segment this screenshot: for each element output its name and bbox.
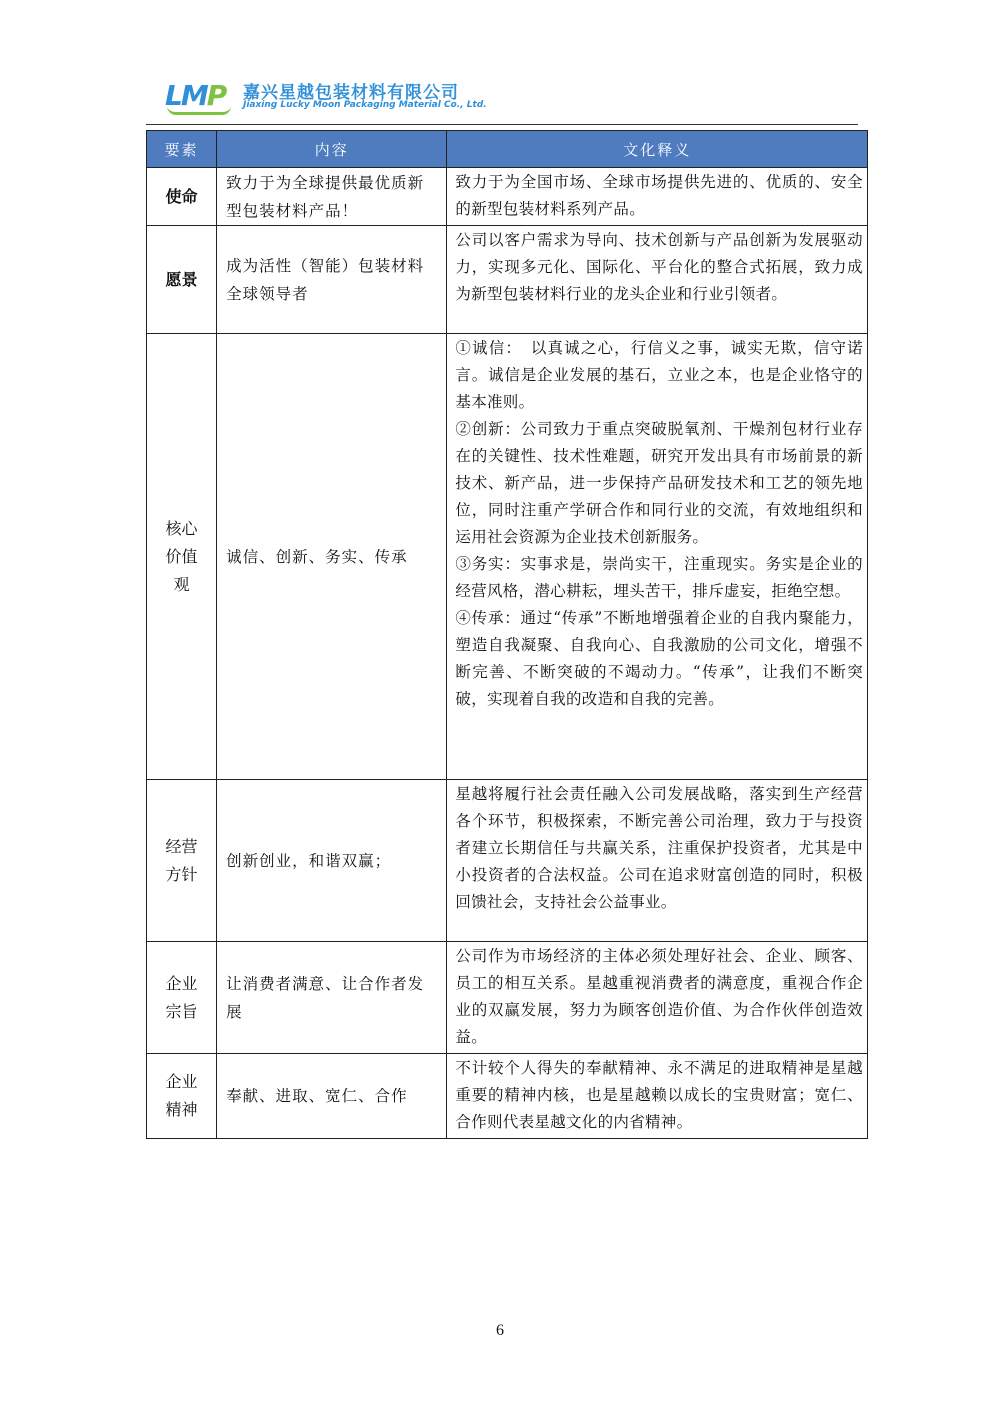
row-content: 让消费者满意、让合作者发展 — [217, 942, 447, 1054]
table-row — [147, 942, 868, 1054]
company-header — [165, 76, 865, 116]
row-element: 企业 精神 — [147, 1054, 217, 1139]
row-description: 不计较个人得失的奉献精神、永不满足的进取精神是星越重要的精神内核，也是星越赖以成长的宝贵财富；宽仁、合作则代表星越文化的内省精神。 — [447, 1054, 868, 1139]
row-description: 星越将履行社会责任融入公司发展战略，落实到生产经营各个环节，积极探索，不断完善公司治理，致力于与投资者建立长期信任与共赢关系，注重保护投资者，尤其是中小投资者的合法权益。公司在追求财富创造的同时，积极回馈社会，支持社会公益事业。 — [447, 780, 868, 942]
row-element: 使命 — [147, 168, 217, 226]
row-element: 核心 价值 观 — [147, 334, 217, 780]
page-number: 6 — [496, 1322, 504, 1339]
row-content: 创新创业，和谐双赢； — [217, 780, 447, 942]
table-row — [147, 168, 868, 226]
table-header-row — [147, 131, 868, 168]
row-element: 企业 宗旨 — [147, 942, 217, 1054]
logo-swoosh — [167, 106, 231, 115]
row-content: 致力于为全球提供最优质新型包装材料产品！ — [217, 168, 447, 226]
header-content: 内容 — [217, 131, 447, 168]
row-description: 公司以客户需求为导向、技术创新与产品创新为发展驱动力，实现多元化、国际化、平台化的整合式拓展，致力成为新型包装材料行业的龙头企业和行业引领者。 — [447, 226, 868, 334]
company-name-en: Jiaxing Lucky Moon Packaging Material Co., Ltd. — [243, 100, 487, 110]
table-row — [147, 780, 868, 942]
header-element: 要素 — [147, 131, 217, 168]
table-row — [147, 1054, 868, 1139]
company-name-cn: 嘉兴星越包装材料有限公司 — [243, 83, 459, 103]
row-description: ①诚信： 以真诚之心，行信义之事，诚实无欺，信守诺言。诚信是企业发展的基石，立业之本，也是企业恪守的基本准则。 ②创新：公司致力于重点突破脱氧剂、干燥剂包材行业存在的关键性、技术性难题，研究开发出具有市场前景的新技术、新产品，进一步保持产品研发技术和工艺的领先地位，同时注重产学研合作和同行业的交流，有效地组织和运用社会资源为企业技术创新服务。 ③务实：实事求是，崇尚实干，注重现实。务实是企业的经营风格，潜心耕耘，埋头苦干，排斥虚妄，拒绝空想。 ④传承：通过“传承”不断地增强着企业的自我内聚能力，塑造自我凝聚、自我向心、自我激励的公司文化，增强不断完善、不断突破的不竭动力。“传承”，让我们不断突破，实现着自我的改造和自我的完善。 — [447, 334, 868, 780]
header-description: 文化释义 — [447, 131, 868, 168]
row-description: 公司作为市场经济的主体必须处理好社会、企业、顾客、员工的相互关系。星越重视消费者的满意度，重视合作企业的双赢发展，努力为顾客创造价值、为合作伙伴创造效益。 — [447, 942, 868, 1054]
header-divider — [146, 124, 858, 125]
row-content: 成为活性（智能）包装材料全球领导者 — [217, 226, 447, 334]
table-row — [147, 334, 868, 780]
table-row — [147, 226, 868, 334]
row-content: 诚信、创新、务实、传承 — [217, 334, 447, 780]
row-description: 致力于为全国市场、全球市场提供先进的、优质的、安全的新型包装材料系列产品。 — [447, 168, 868, 226]
culture-table — [146, 130, 868, 1139]
row-element: 经营 方针 — [147, 780, 217, 942]
row-element: 愿景 — [147, 226, 217, 334]
company-logo: LMP — [165, 79, 226, 112]
row-content: 奉献、进取、宽仁、合作 — [217, 1054, 447, 1139]
